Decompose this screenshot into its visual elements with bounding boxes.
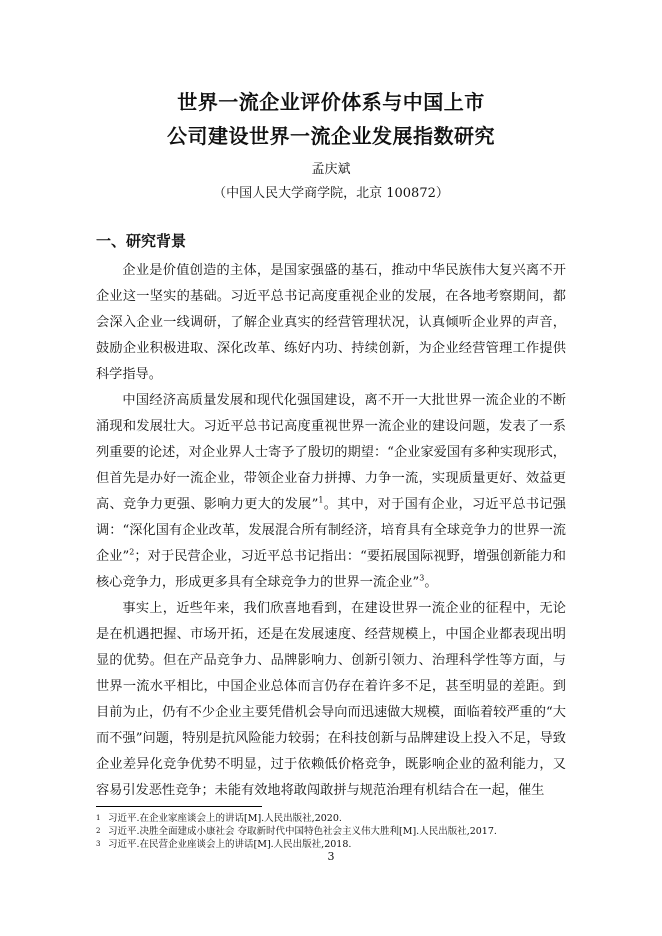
footnote-ref-3[interactable]: 3 — [419, 573, 425, 583]
author-name: 孟庆斌 — [311, 162, 351, 177]
footnotes — [96, 812, 566, 851]
footnote-number: 2 — [96, 827, 101, 835]
paragraph-2-text-b: 。其中，对于国有企业，习近平总书记强调：“深化国有企业改革，发展混合所有制经济，培育具有全球竞争力的世界一流企业” — [96, 497, 566, 564]
footnote-1 — [96, 812, 566, 825]
footnote-text: 习近平.在企业家座谈会上的讲话[M].人民出版社,2020. — [108, 813, 342, 824]
paper-title-line-1: 世界一流企业评价体系与中国上市 — [177, 90, 485, 114]
footnote-text: 习近平.在民营企业座谈会上的讲话[M].人民出版社,2018. — [108, 839, 352, 850]
footnote-ref-1[interactable]: 1 — [318, 495, 324, 505]
paragraph-1: 企业是价值创造的主体，是国家强盛的基石，推动中华民族伟大复兴离不开企业这一坚实的基础。习近平总书记高度重视企业的发展，在各地考察期间，都会深入企业一线调研，了解企业真实的经营管理状况，认真倾听企业界的声音，鼓励企业积极进取、深化改革、练好内功、持续创新，为企业经营管理工作提供科学指导。 — [96, 263, 566, 382]
paragraph-2-text-c: ；对于民营企业，习近平总书记指出：“要拓展国际视野，增强创新能力和核心竞争力，形成更多具有全球竞争力的世界一流企业” — [96, 549, 566, 590]
footnote-divider — [96, 806, 262, 807]
paragraph-3: 事实上，近些年来，我们欣喜地看到，在建设世界一流企业的征程中，无论是在机遇把握、市场开拓，还是在发展速度、经营规模上，中国企业都表现出明显的优势。但在产品竞争力、品牌影响力、创新引领力、治理科学性等方面，与世界一流水平相比，中国企业总体而言仍存在着许多不足，甚至明显的差距。到目前为止，仍有不少企业主要凭借机会导向而迅速做大规模，面临着较严重的“大而不强”问题，特别是抗风险能力较弱；在科技创新与品牌建设上投入不足，导致企业差异化竞争优势不明显，过于依赖低价格竞争，既影响企业的盈利能力，又容易引发恶性竞争；未能有效地将敢闯敢拼与规范治理有机结合在一起，催生 — [96, 601, 566, 798]
paragraph-2-text-a: 中国经济高质量发展和现代化强国建设，离不开一大批世界一流企业的不断涌现和发展壮大。习近平总书记高度重视世界一流企业的建设问题，发表了一系列重要的论述，对企业界人士寄予了殷切的期望：“企业家爱国有多种实现形式，但首先是办好一流企业，带领企业奋力拼搏、力争一流，实现质量更好、效益更高、竞争力更强、影响力更大的发展” — [96, 393, 566, 512]
paragraph-2 — [96, 388, 566, 596]
paragraph-2-text-d: 。 — [424, 575, 438, 590]
footnote-number: 3 — [96, 840, 101, 848]
section-heading: 一、研究背景 — [96, 232, 187, 250]
body-text — [96, 258, 566, 804]
page-number: 3 — [327, 850, 335, 863]
author-affiliation: （中国人民大学商学院，北京 100872） — [213, 186, 449, 201]
footnote-number: 1 — [96, 814, 101, 822]
footnote-text: 习近平.决胜全面建成小康社会 夺取新时代中国特色社会主义伟大胜利[M].人民出版社,2017. — [108, 826, 497, 837]
footnote-ref-2[interactable]: 2 — [129, 547, 135, 557]
footnote-2 — [96, 825, 566, 838]
paper-title-line-2: 公司建设世界一流企业发展指数研究 — [167, 124, 495, 148]
